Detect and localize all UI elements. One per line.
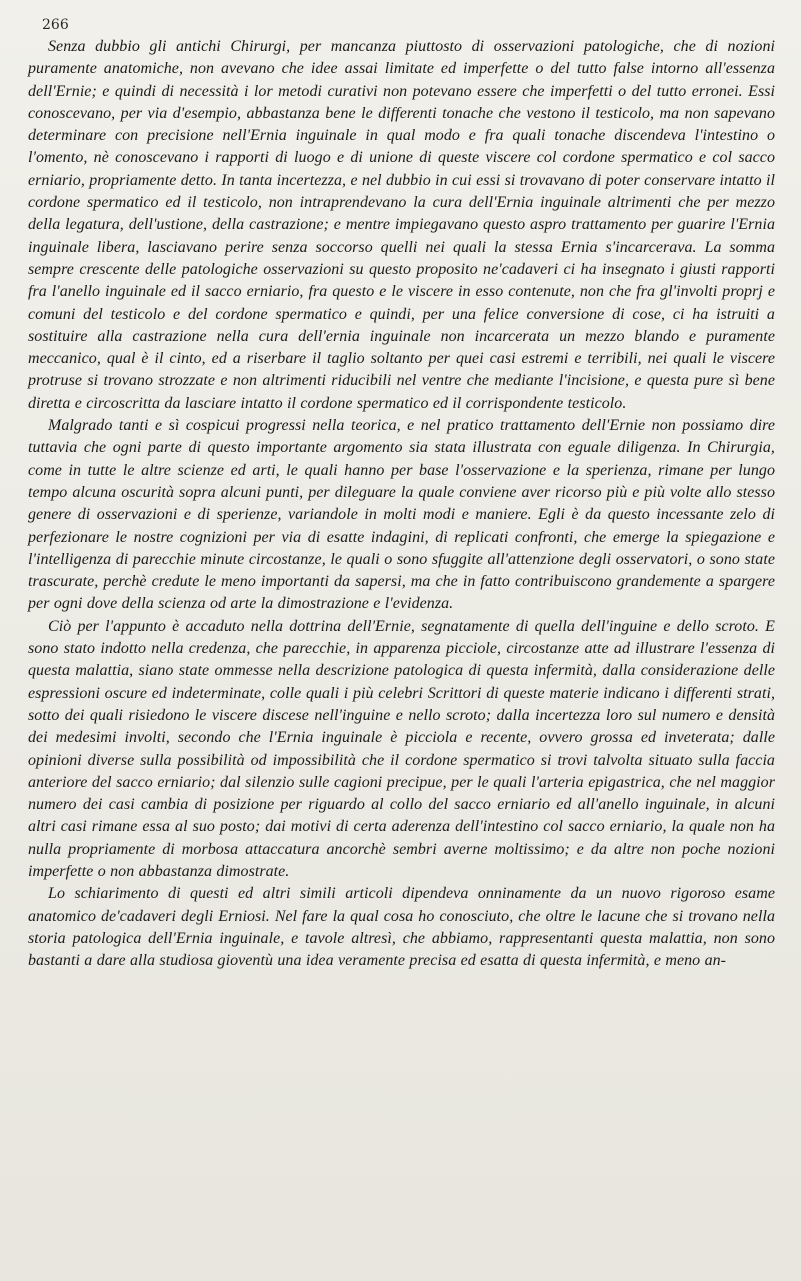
paragraph: Senza dubbio gli antichi Chirurgi, per mancanza piuttosto di osservazioni patologiche, che di nozioni puramente anatomiche, non avevano che idee assai limitate ed imperfette o del tutto false intorno all'essenza dell'Ernie; e quindi di necessità i lor metodi curativi non potevano essere che imperfetti o del tutto erronei. Essi conoscevano, per via d'esempio, abbastanza bene le differenti tonache che vestono il testicolo, ma non sapevano determinare con precisione nell'Ernia inguinale in qual modo e fra quali tonache discendeva l'intestino o l'omento, nè conoscevano i rapporti di luogo e di unione di queste viscere col cordone spermatico e col sacco erniario, propriamente detto. In tanta incertezza, e nel dubbio in cui essi si trovavano di poter conservare intatto il cordone spermatico ed il testicolo, non intraprendevano la cura dell'Ernia inguinale altrimenti che per mezzo della legatura, dell'ustione, della castrazione; e mentre impiegavano questo aspro trattamento per guarire l'Ernia inguinale libera, lasciavano perire senza soccorso quelli nei quali la stessa Ernia s'incarcerava. La somma sempre crescente delle patologiche osservazioni su questo proposito ne'cadaveri ci ha insegnato i giusti rapporti fra l'anello inguinale ed il sacco erniario, fra questo e le viscere in esso contenute, non che fra gl'involti proprj e comuni del testicolo e del cordone spermatico e quindi, per una felice conversione di cose, ci ha istruiti a sostituire alla castrazione nella cura dell'ernia inguinale non incarcerata un mezzo blando e puramente meccanico, qual è il cinto, ed a riserbare il taglio soltanto per quei casi estremi e terribili, nei quali le viscere protruse si trovano strozzate e non altrimenti riducibili nel ventre che mediante l'incisione, e questa pure sì bene diretta e circoscritta da lasciare intatto il cordone spermatico ed il corrispondente testicolo. (28, 38, 775, 412)
body-text (28, 36, 775, 972)
page-number: 266 (42, 17, 69, 33)
paragraph: Malgrado tanti e sì cospicui progressi nella teorica, e nel pratico trattamento dell'Ernie non possiamo dire tuttavia che ogni parte di questo importante argomento sia stata illustrata con eguale diligenza. In Chirurgia, come in tutte le altre scienze ed arti, le quali hanno per base l'osservazione e la sperienza, rimane per lungo tempo alcuna oscurità sopra alcuni punti, per dileguare la quale conviene aver ricorso più e più volte allo stesso genere di osservazioni e di sperienze, variandole in molti modi e maniere. Egli è da questo incessante zelo di perfezionare le nostre cognizioni per via di esatte indagini, di replicati confronti, che emerge la spiegazione e l'intelligenza di parecchie minute circostanze, le quali o sono sfuggite all'attenzione degli osservatori, o sono state trascurate, perchè credute le meno importanti da sapersi, ma che in fatto contribuiscono grandemente a spargere per ogni dove della scienza od arte la dimostrazione e l'evidenza. (28, 417, 775, 613)
paragraph: Lo schiarimento di questi ed altri simili articoli dipendeva onninamente da un nuovo rigoroso esame anatomico de'cadaveri degli Erniosi. Nel fare la qual cosa ho conosciuto, che oltre le lacune che si trovano nella storia patologica dell'Ernia inguinale, e tavole altresì, che abbiamo, rappresentanti questa malattia, non sono bastanti a dare alla studiosa gioventù una idea veramente precisa ed esatta di questa infermità, e meno an- (28, 885, 775, 970)
paragraph: Ciò per l'appunto è accaduto nella dottrina dell'Ernie, segnatamente di quella dell'inguine e dello scroto. E sono stato indotto nella credenza, che parecchie, in apparenza picciole, circostanze atte ad illustrare l'essenza di questa malattia, siano state ommesse nella descrizione patologica di questa infermità, dalla considerazione delle espressioni oscure ed indeterminate, colle quali i più celebri Scrittori di queste materie indicano i differenti strati, sotto dei quali risiedono le viscere discese nell'inguine e nello scroto; dalla incertezza loro sul numero e densità dei medesimi involti, secondo che l'Ernia inguinale è picciola e recente, ovvero grossa ed inveterata; dalle opinioni diverse sulla possibilità od impossibilità che il cordone spermatico si trovi talvolta situato sulla faccia anteriore del sacco erniario; dal silenzio sulle cagioni precipue, per le quali l'arteria epigastrica, che nel maggior numero dei casi cambia di posizione per riguardo al collo del sacco erniario ed all'anello inguinale, in alcuni altri casi rimane essa al suo posto; dai motivi di certa aderenza dell'intestino col sacco erniario, la quale non ha nulla propriamente di morbosa attaccatura ancorchè sembri averne moltissimo; e da altre non poche nozioni imperfette o non abbastanza dimostrate. (28, 617, 775, 880)
